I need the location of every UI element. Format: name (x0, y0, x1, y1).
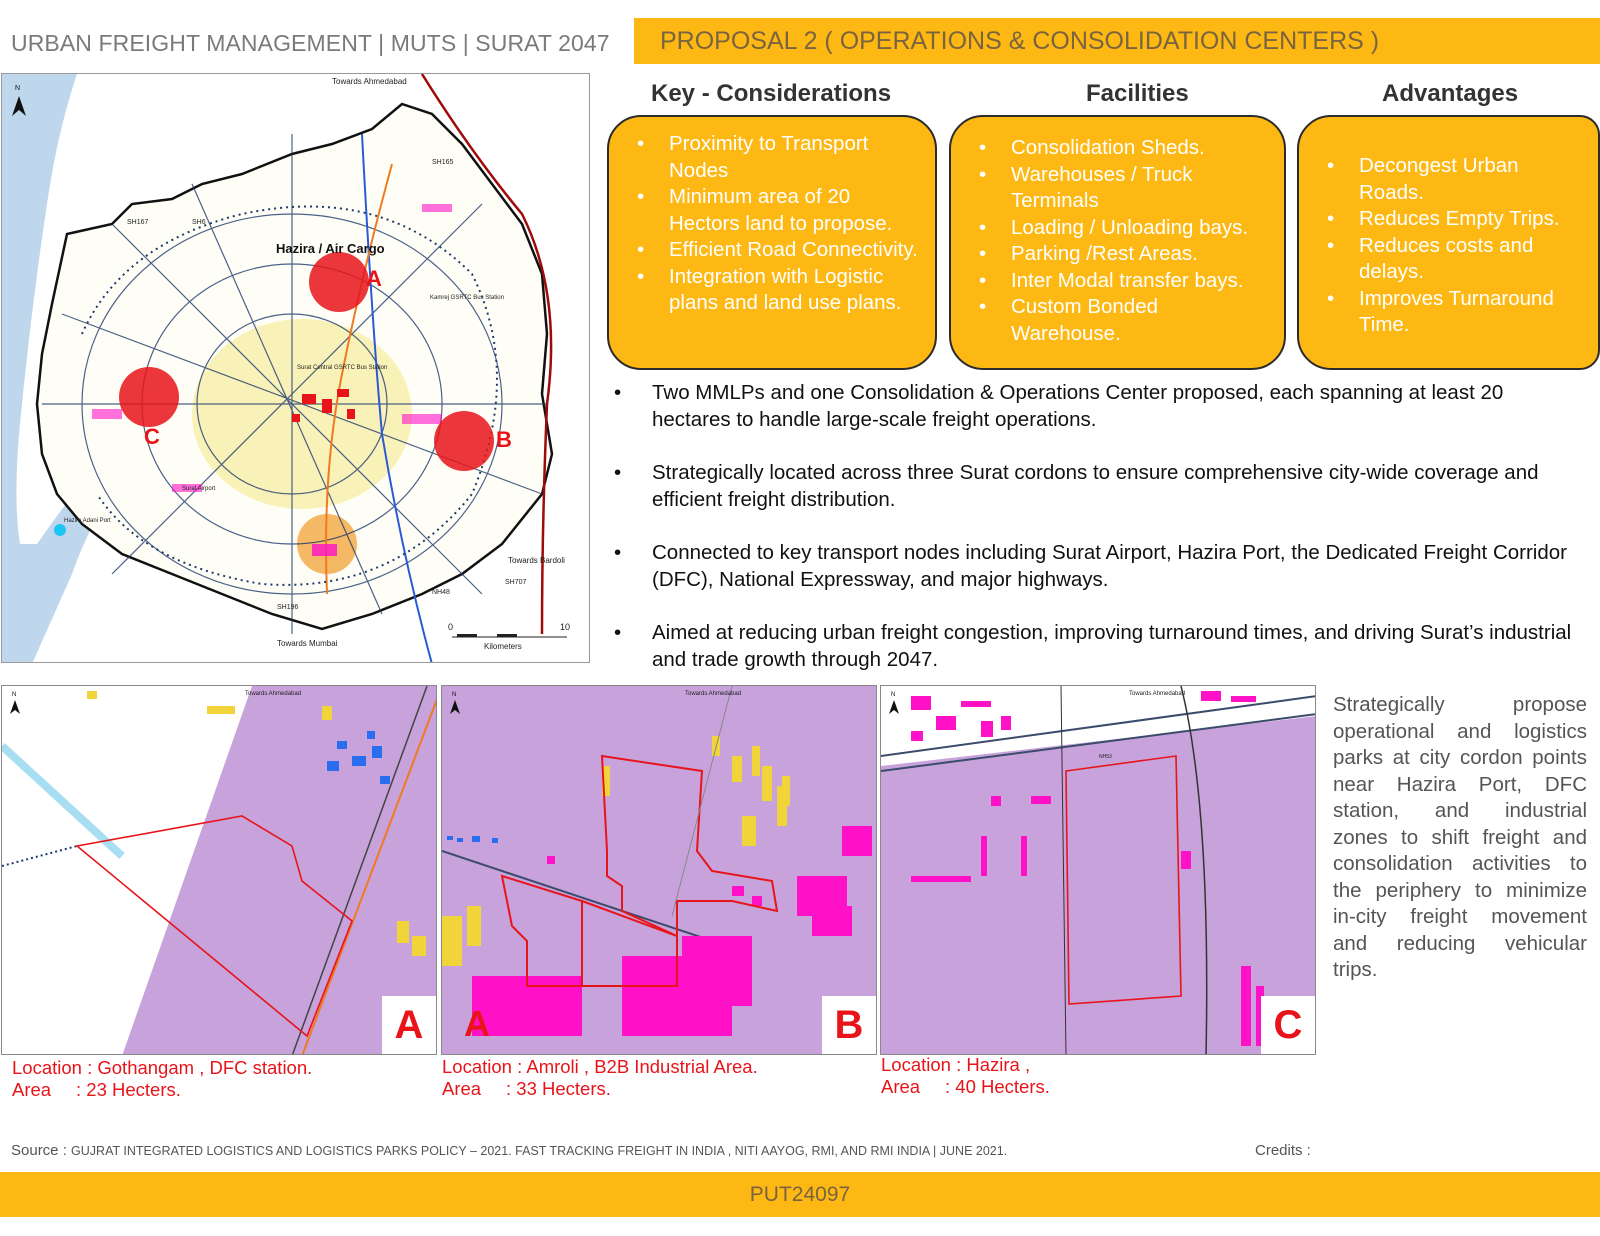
site-boundary-c (1066, 756, 1181, 1004)
north-arrow-icon (450, 692, 460, 714)
side-description: Strategically propose operational and logistics parks at city cordon points near Hazira Port, DFC station, and industrial zones to shift freight and consolidation activities to the periphery to minimize in-city freight movement and reducing vehicular trips. (1333, 693, 1587, 981)
site-c-caption: Location : Hazira , Area : 40 Hecters. (881, 1054, 1050, 1097)
map-label-sh707: SH707 (505, 579, 527, 586)
site-letter-c: C (1261, 996, 1315, 1054)
surat-overview-map (1, 73, 590, 663)
svg-text:Kilometers: Kilometers (484, 642, 522, 651)
map-label-hazira-port: Hazira Adani Port (64, 518, 111, 524)
document-title: URBAN FREIGHT MANAGEMENT | MUTS | SURAT 2047 (11, 30, 610, 56)
svg-text:10: 10 (560, 622, 571, 632)
site-letter-a: A (382, 996, 436, 1054)
site-a-caption: Location : Gothangam , DFC station. Area : 23 Hecters. (12, 1057, 313, 1100)
list-item: • Warehouses / Truck Terminals (971, 162, 1272, 215)
list-item: • Consolidation Sheds. (971, 135, 1272, 162)
site-circle-a (309, 252, 369, 312)
heading-key-considerations: Key - Considerations (651, 80, 892, 107)
bullet-item: • Two MMLPs and one Consolidation & Operations Center proposed, each spanning at least 20 hectares to handle large-scale freight operations. (614, 379, 1574, 433)
map-label-c: C (144, 424, 160, 449)
card-key-considerations (607, 115, 937, 370)
port-marker (54, 524, 66, 536)
credits-label: Credits : (1255, 1142, 1311, 1159)
list-item: • Parking /Rest Areas. (971, 241, 1272, 268)
svg-text:N: N (891, 692, 896, 698)
site-map-b (441, 685, 877, 1055)
list-item: • Reduces Empty Trips. (1319, 206, 1586, 233)
list-item: • Inter Modal transfer bays. (971, 268, 1272, 295)
map-label-nh48: NH48 (432, 589, 450, 596)
list-item: • Integration with Logistic plans and land use plans. (629, 264, 923, 317)
map-label-airport: Surat Airport (182, 486, 216, 492)
site-b-inner-letter: A (464, 1003, 490, 1044)
heading-advantages: Advantages (1382, 80, 1519, 107)
map-label-towards-mumbai: Towards Mumbai (277, 639, 338, 648)
map-label-sh6: SH6 (192, 219, 206, 226)
list-item: • Decongest Urban Roads. (1319, 153, 1586, 206)
scale-bar (448, 622, 570, 651)
road-label: NH53 (1099, 754, 1112, 760)
map-label-kamrej: Kamrej GSRTC Bus Station (430, 295, 504, 301)
svg-text:N: N (12, 692, 17, 698)
towards-label: Towards Ahmedabad (245, 691, 302, 697)
bullet-item: • Connected to key transport nodes including Surat Airport, Hazira Port, the Dedicated Freight Corridor (DFC), National Expressway, and major highways. (614, 539, 1574, 593)
svg-text:0: 0 (448, 622, 454, 632)
map-label-towards-bardoli: Towards Bardoli (508, 556, 565, 565)
footer-bar (0, 1172, 1600, 1217)
map-label-sh196: SH196 (277, 604, 299, 611)
list-item: • Reduces costs and delays. (1319, 233, 1586, 286)
proposal-banner (634, 18, 1600, 64)
proposal-bullets (614, 379, 1574, 699)
overview-map-svg (2, 74, 590, 663)
card-advantages (1297, 115, 1600, 370)
map-label-sh167: SH167 (127, 219, 149, 226)
map-label-surat-central: Surat Central GSRTC Bus Station (297, 365, 388, 371)
svg-text:N: N (15, 85, 21, 92)
site-circle-b (434, 411, 494, 471)
heading-facilities: Facilities (1086, 80, 1189, 107)
site-letter-b: B (822, 996, 876, 1054)
map-label-hazira-cargo: Hazira / Air Cargo (276, 241, 385, 256)
map-label-sh165: SH165 (432, 159, 454, 166)
list-item: • Proximity to Transport Nodes (629, 131, 923, 184)
site-b-caption: Location : Amroli , B2B Industrial Area. Area : 33 Hecters. (442, 1056, 758, 1099)
map-label-b: B (496, 427, 512, 452)
site-map-c (880, 685, 1316, 1055)
towards-label: Towards Ahmedabad (685, 691, 742, 697)
proposal-title: PROPOSAL 2 ( OPERATIONS & CONSOLIDATION CENTERS ) (660, 27, 1380, 55)
list-item: • Minimum area of 20 Hectors land to propose. (629, 184, 923, 237)
bullet-item: • Strategically located across three Surat cordons to ensure comprehensive city-wide coverage and efficient freight distribution. (614, 459, 1574, 513)
site-circle-c (119, 367, 179, 427)
svg-text:N: N (452, 692, 457, 698)
list-item: • Custom Bonded Warehouse. (971, 294, 1272, 347)
source-note: Source : GUJRAT INTEGRATED LOGISTICS AND LOGISTICS PARKS POLICY – 2021. FAST TRACKING FREIGHT IN INDIA , NITI AAYOG, RMI, AND RMI INDIA | JUNE 2021. (11, 1142, 1008, 1159)
site-map-a (1, 685, 437, 1055)
towards-label: Towards Ahmedabad (1129, 691, 1186, 697)
list-item: • Efficient Road Connectivity. (629, 237, 923, 264)
map-label-towards-ahmedabad: Towards Ahmedabad (332, 77, 407, 86)
list-item: • Loading / Unloading bays. (971, 215, 1272, 242)
list-item: • Improves Turnaround Time. (1319, 286, 1586, 339)
footer-code: PUT24097 (749, 1183, 851, 1206)
card-facilities (949, 115, 1286, 370)
map-label-a: A (366, 266, 382, 291)
bullet-item: • Aimed at reducing urban freight congestion, improving turnaround times, and driving Surat’s industrial and trade growth through 2047. (614, 619, 1574, 673)
